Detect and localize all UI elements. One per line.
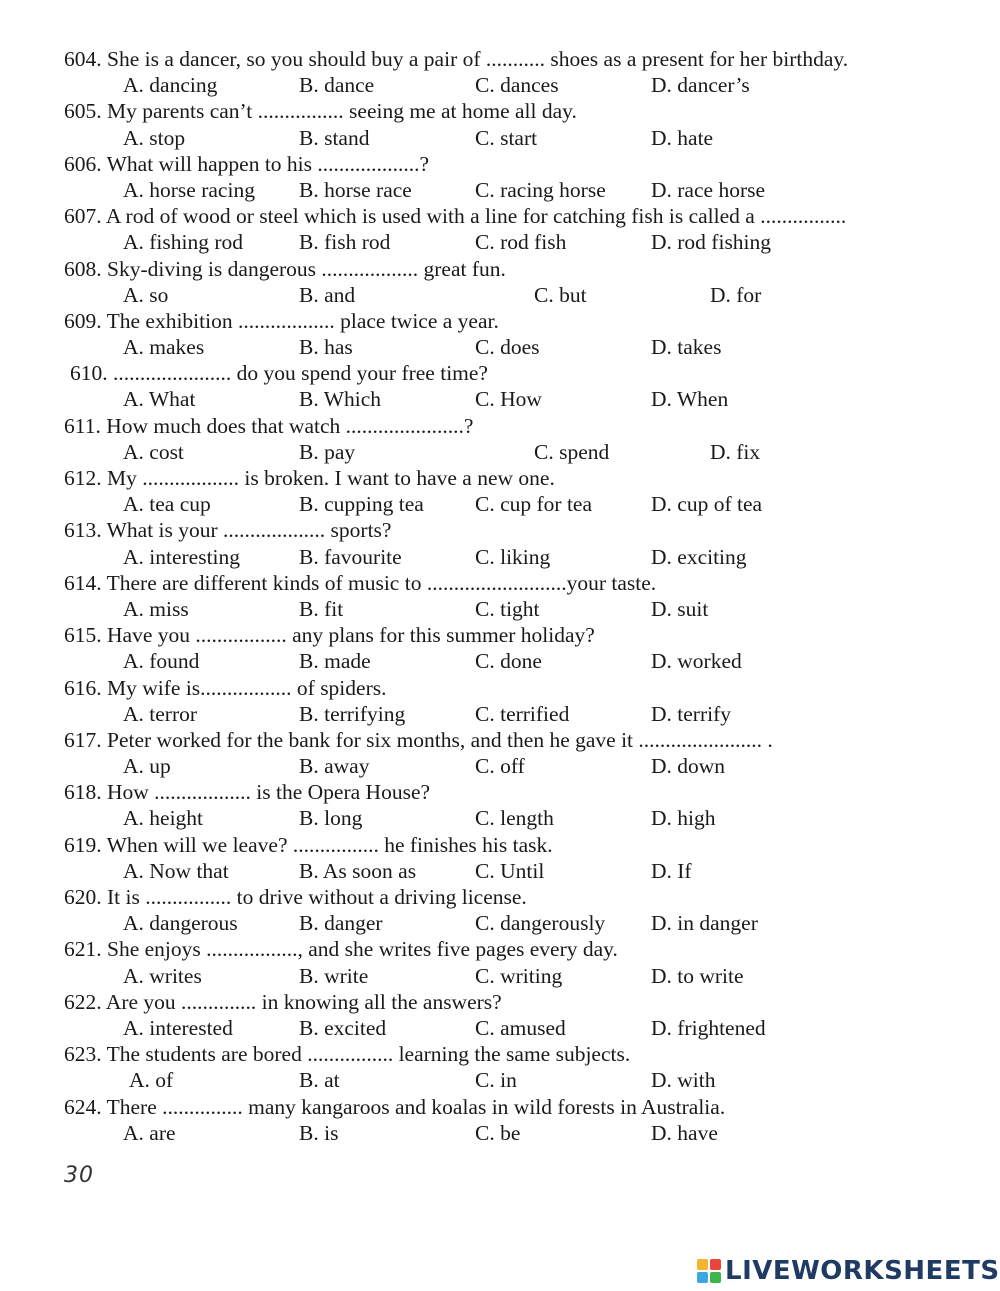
- option-b: B. made: [299, 649, 371, 674]
- logo-text: LIVEWORKSHEETS: [725, 1256, 1000, 1286]
- option-c: C. does: [475, 335, 540, 360]
- option-a: A. interested: [123, 1015, 233, 1040]
- option-c: C. dances: [475, 73, 559, 98]
- option-c: C. tight: [475, 596, 540, 621]
- option-b: B. write: [299, 963, 369, 988]
- option-b: B. pay: [299, 439, 356, 464]
- option-a: A. miss: [123, 596, 189, 621]
- option-b: B. As soon as: [299, 858, 417, 883]
- options-622: [64, 1015, 964, 1041]
- question-624: 624. There ............... many kangaroos and koalas in wild forests in Australia.: [64, 1094, 726, 1119]
- option-c: C. be: [475, 1120, 521, 1145]
- question-614: 614. There are different kinds of music to ..........................your taste.: [64, 570, 657, 595]
- option-d: D. in danger: [651, 911, 758, 936]
- question-612: 612. My .................. is broken. I want to have a new one.: [64, 466, 555, 490]
- options-609: [64, 334, 964, 360]
- option-b: B. excited: [299, 1015, 387, 1040]
- options-604: [64, 72, 964, 98]
- worksheet: [64, 46, 964, 1146]
- option-c: C. off: [475, 754, 525, 779]
- option-a: A. are: [123, 1120, 176, 1145]
- option-d: D. If: [651, 858, 692, 883]
- options-615: [64, 648, 964, 674]
- options-618: [64, 805, 964, 831]
- option-b: B. Which: [299, 387, 382, 412]
- option-d: D. with: [651, 1068, 716, 1093]
- option-c: C. writing: [475, 963, 563, 988]
- option-c: C. cup for tea: [475, 492, 593, 517]
- option-d: D. dancer’s: [651, 73, 750, 98]
- question-605: 605. My parents can’t ................ seeing me at home all day.: [64, 99, 577, 124]
- question-610: 610. ...................... do you spend your free time?: [70, 361, 488, 386]
- option-d: D. When: [651, 387, 729, 412]
- question-608: 608. Sky-diving is dangerous .................. great fun.: [64, 256, 506, 281]
- question-622: 622. Are you .............. in knowing all the answers?: [64, 989, 502, 1014]
- option-d: D. have: [651, 1120, 718, 1145]
- options-616: [64, 701, 964, 727]
- option-b: B. dance: [299, 73, 375, 98]
- option-d: D. down: [651, 754, 726, 779]
- option-c: C. amused: [475, 1015, 566, 1040]
- option-c: C. How: [475, 387, 542, 412]
- options-610: [64, 386, 964, 412]
- option-a: A. dangerous: [123, 911, 238, 936]
- logo-squares-icon: [697, 1259, 721, 1283]
- option-d: D. exciting: [651, 544, 747, 569]
- options-607: [64, 229, 964, 255]
- option-d: D. worked: [651, 649, 742, 674]
- option-a: A. horse racing: [123, 177, 255, 202]
- option-c: C. spend: [534, 439, 610, 464]
- option-c: C. start: [475, 125, 538, 150]
- question-623: 623. The students are bored ................ learning the same subjects.: [64, 1042, 631, 1067]
- option-a: A. found: [123, 649, 200, 674]
- question-604: 604. She is a dancer, so you should buy a pair of ........... shoes as a present for her birthday.: [64, 47, 849, 71]
- option-b: B. terrifying: [299, 701, 406, 726]
- option-a: A. tea cup: [123, 492, 211, 517]
- option-b: B. has: [299, 335, 353, 360]
- option-a: A. terror: [123, 701, 198, 726]
- question-617: 617. Peter worked for the bank for six months, and then he gave it ....................... .: [64, 727, 773, 752]
- option-d: D. hate: [651, 125, 714, 150]
- option-d: D. rod fishing: [651, 230, 772, 255]
- options-623: [64, 1067, 964, 1093]
- options-612: [64, 491, 964, 517]
- option-d: D. high: [651, 806, 716, 831]
- option-d: D. fix: [710, 439, 761, 464]
- option-a: A. writes: [123, 963, 202, 988]
- option-a: A. up: [123, 754, 171, 779]
- option-b: B. away: [299, 754, 370, 779]
- question-618: 618. How .................. is the Opera House?: [64, 780, 431, 805]
- options-617: [64, 753, 964, 779]
- options-613: [64, 544, 964, 570]
- option-a: A. interesting: [123, 544, 241, 569]
- option-c: C. terrified: [475, 701, 570, 726]
- page-number: 30: [64, 1163, 94, 1188]
- options-605: [64, 125, 964, 151]
- option-c: C. but: [534, 282, 587, 307]
- option-b: B. favourite: [299, 544, 402, 569]
- option-b: B. danger: [299, 911, 383, 936]
- option-c: C. liking: [475, 544, 551, 569]
- question-607: 607. A rod of wood or steel which is used with a line for catching fish is called a ................: [64, 204, 847, 229]
- options-606: [64, 177, 964, 203]
- option-b: B. long: [299, 806, 363, 831]
- options-608: [64, 282, 964, 308]
- question-606: 606. What will happen to his ...................?: [64, 151, 430, 176]
- option-a: A. stop: [123, 125, 186, 150]
- options-621: [64, 963, 964, 989]
- option-d: D. cup of tea: [651, 492, 763, 517]
- option-b: B. at: [299, 1068, 340, 1093]
- option-b: B. stand: [299, 125, 370, 150]
- option-b: B. horse race: [299, 177, 412, 202]
- option-c: C. length: [475, 806, 554, 831]
- option-b: B. fish rod: [299, 230, 391, 255]
- question-616: 616. My wife is................. of spiders.: [64, 675, 387, 700]
- option-c: C. dangerously: [475, 911, 606, 936]
- question-620: 620. It is ................ to drive without a driving license.: [64, 885, 527, 909]
- option-a: A. makes: [123, 335, 205, 360]
- option-b: B. is: [299, 1120, 339, 1145]
- question-609: 609. The exhibition .................. place twice a year.: [64, 308, 499, 333]
- option-d: D. takes: [651, 335, 722, 360]
- option-a: A. fishing rod: [123, 230, 244, 255]
- option-a: A. What: [123, 387, 196, 412]
- option-c: C. done: [475, 649, 542, 674]
- option-b: B. and: [299, 282, 356, 307]
- options-614: [64, 596, 964, 622]
- options-620: [64, 910, 964, 936]
- question-613: 613. What is your ................... sports?: [64, 518, 392, 543]
- option-d: D. terrify: [651, 701, 731, 726]
- option-a: A. cost: [123, 439, 184, 464]
- option-c: C. Until: [475, 858, 545, 883]
- option-d: D. for: [710, 282, 762, 307]
- option-c: C. rod fish: [475, 230, 567, 255]
- option-a: A. so: [123, 282, 169, 307]
- options-611: [64, 439, 964, 465]
- option-a: A. of: [129, 1068, 174, 1093]
- option-a: A. Now that: [123, 858, 229, 883]
- question-615: 615. Have you ................. any plans for this summer holiday?: [64, 623, 595, 648]
- option-b: B. cupping tea: [299, 492, 424, 517]
- option-d: D. suit: [651, 596, 709, 621]
- option-d: D. race horse: [651, 177, 766, 202]
- options-619: [64, 858, 964, 884]
- option-c: C. racing horse: [475, 177, 606, 202]
- option-d: D. to write: [651, 963, 744, 988]
- option-b: B. fit: [299, 596, 344, 621]
- question-621: 621. She enjoys ................., and she writes five pages every day.: [64, 937, 618, 962]
- question-619: 619. When will we leave? ................ he finishes his task.: [64, 832, 553, 857]
- option-a: A. dancing: [123, 73, 218, 98]
- options-624: [64, 1120, 964, 1146]
- option-a: A. height: [123, 806, 204, 831]
- liveworksheets-logo: [697, 1254, 1000, 1288]
- option-d: D. frightened: [651, 1015, 766, 1040]
- question-611: 611. How much does that watch ......................?: [64, 413, 474, 438]
- option-c: C. in: [475, 1068, 517, 1093]
